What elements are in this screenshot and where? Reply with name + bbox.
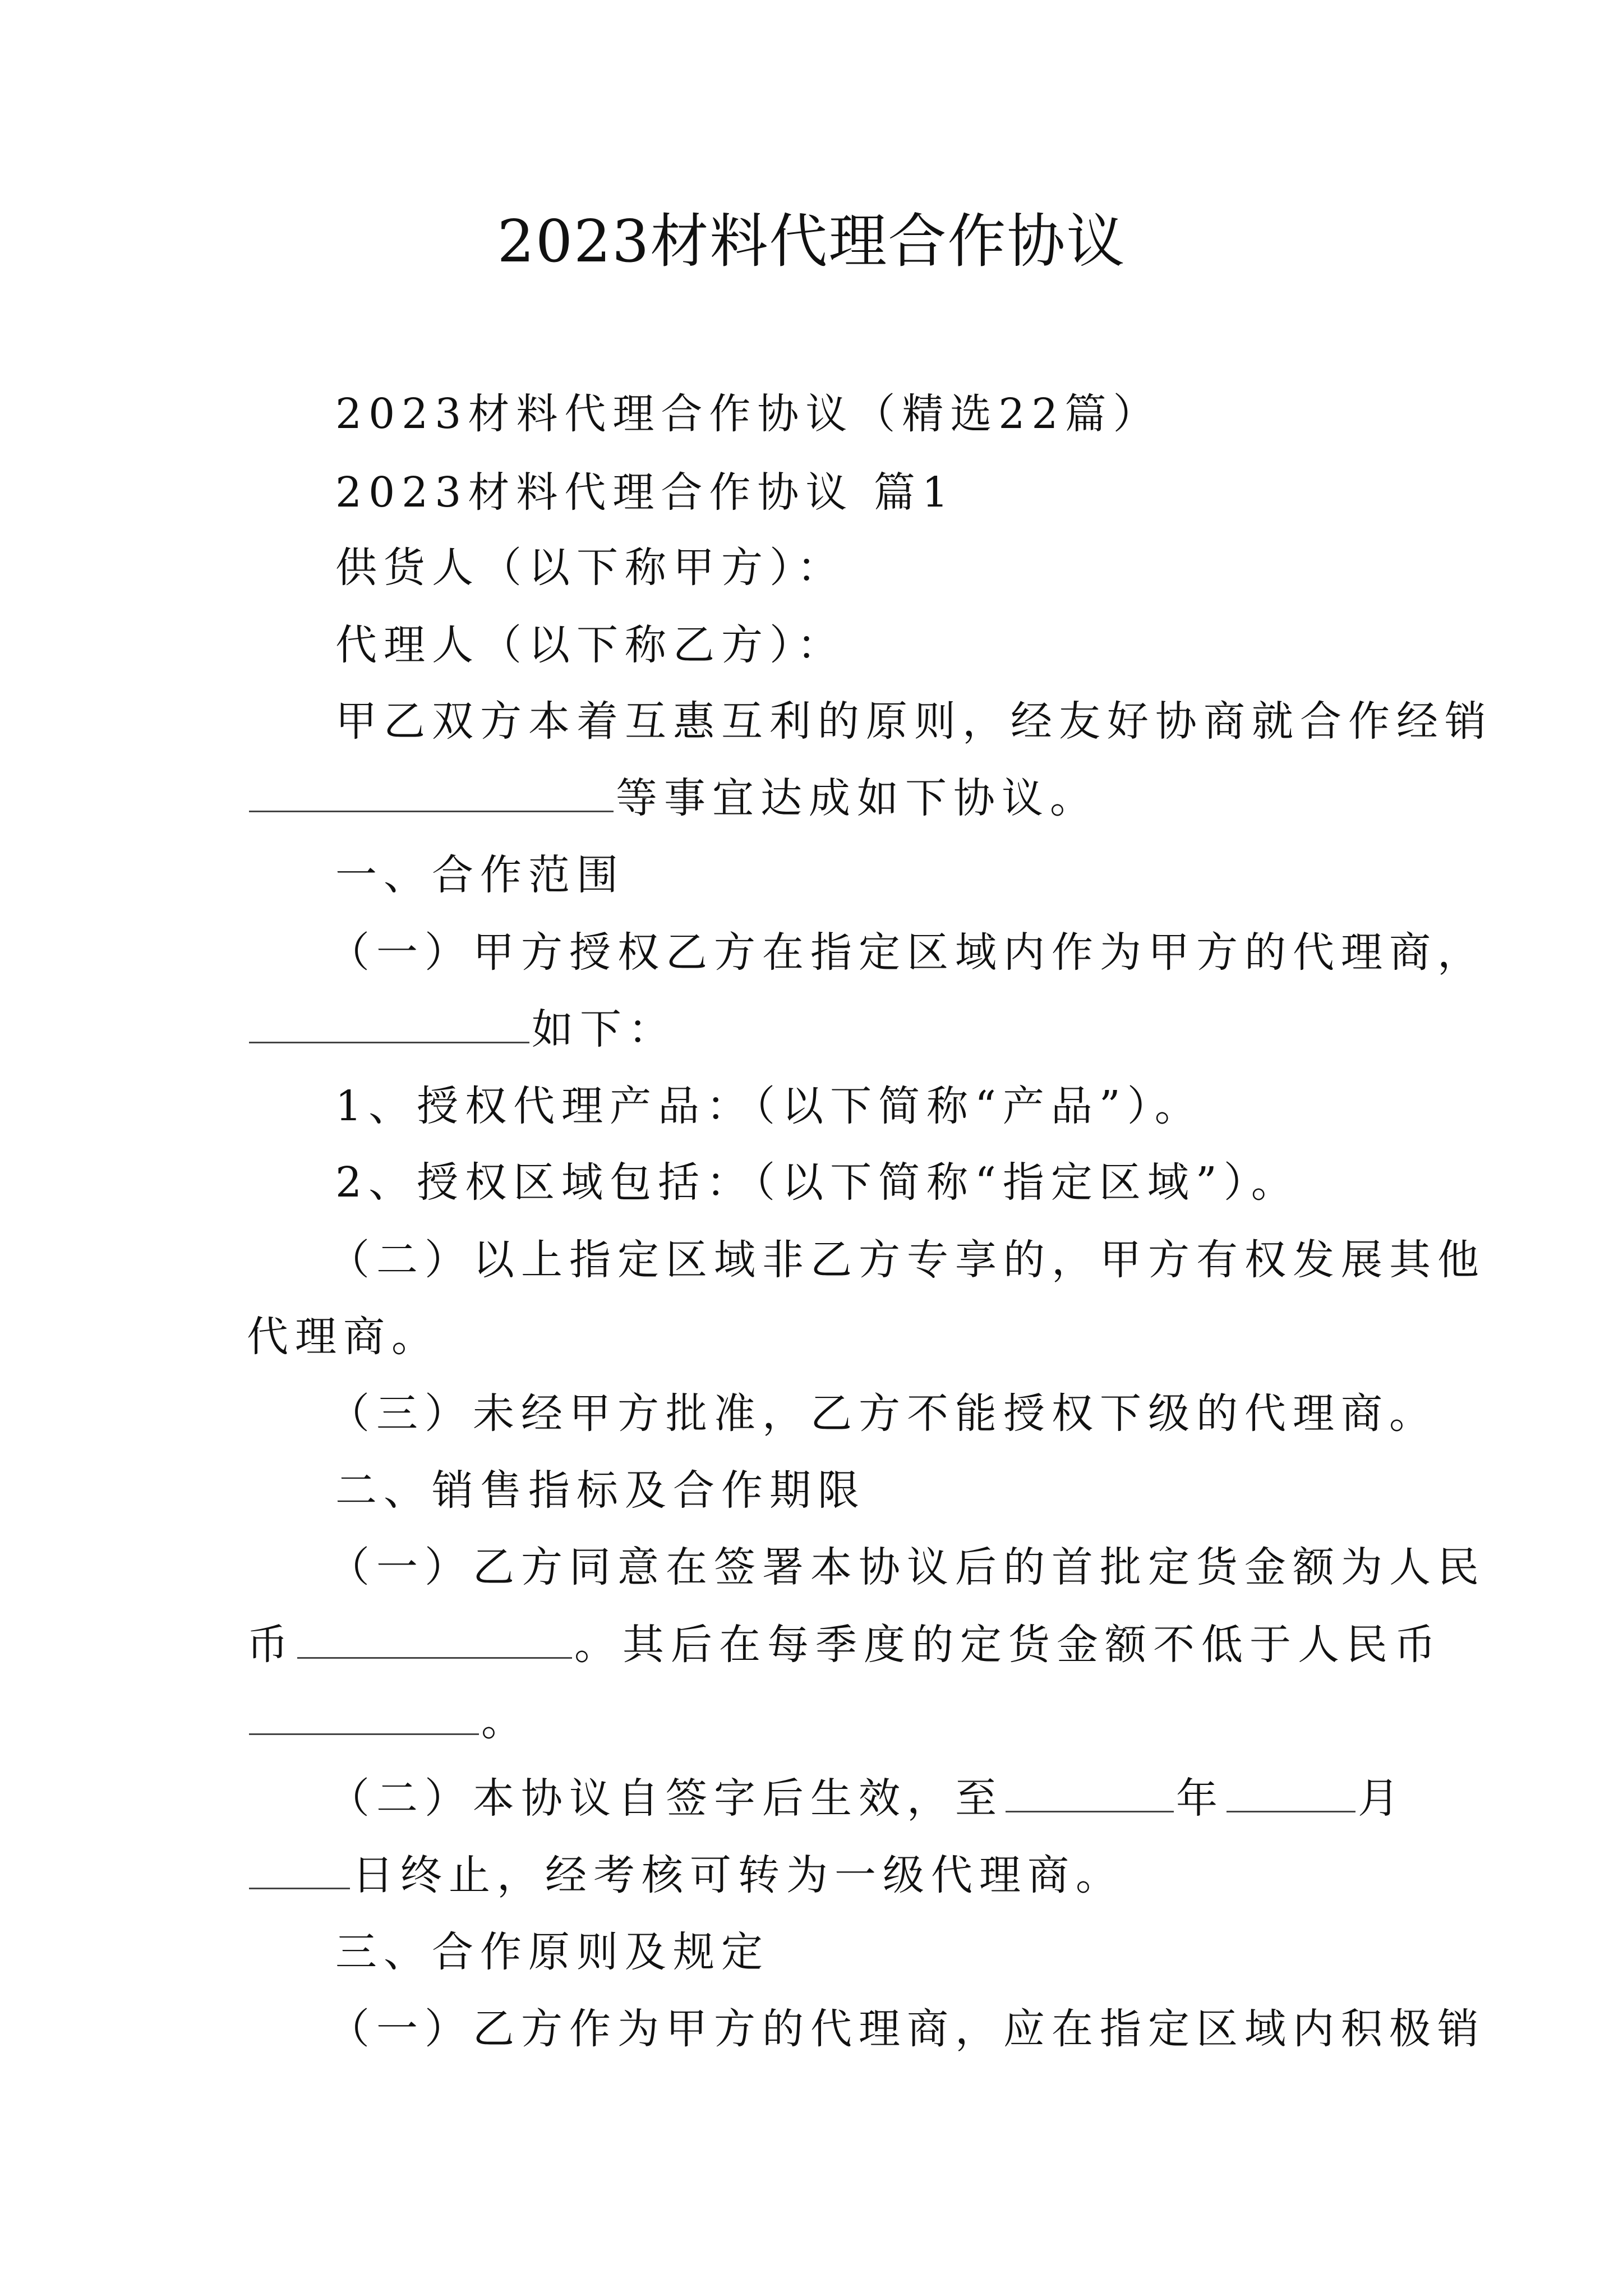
paragraph-line: 代理商。 bbox=[247, 1313, 440, 1361]
paragraph-line bbox=[247, 770, 1098, 826]
clause-heading: 一、合作范围 bbox=[335, 851, 625, 899]
paragraph-text: 日终止，经考核可转为一级代理商。 bbox=[352, 1851, 1124, 1899]
fill-in-blank[interactable] bbox=[297, 1620, 572, 1659]
paragraph-line bbox=[328, 1770, 1406, 1826]
fill-in-blank[interactable] bbox=[249, 1005, 529, 1043]
paragraph-line: （二）以上指定区域非乙方专享的，甲方有权发展其他 bbox=[328, 1236, 1486, 1284]
paragraph-line: （三）未经甲方批准，乙方不能授权下级的代理商。 bbox=[328, 1389, 1437, 1438]
paragraph-line bbox=[247, 1847, 1124, 1903]
paragraph-line bbox=[247, 1617, 1442, 1673]
paragraph-text: 币 bbox=[247, 1621, 295, 1669]
paragraph-text: 。其后在每季度的定货金额不低于人民币 bbox=[574, 1621, 1442, 1669]
paragraph-line bbox=[247, 1693, 529, 1749]
supplier-line: 供货人（以下称甲方）： bbox=[335, 544, 845, 592]
clause-heading: 三、合作原则及规定 bbox=[335, 1928, 769, 1976]
paragraph-line: 1、授权代理产品：（以下简称“产品”）。 bbox=[335, 1082, 1203, 1130]
subtitle-line: 2023材料代理合作协议（精选22篇） bbox=[335, 390, 1161, 438]
paragraph-text: 月 bbox=[1358, 1774, 1406, 1823]
paragraph-text: 如下： bbox=[532, 1005, 676, 1053]
paragraph-text: 。 bbox=[481, 1697, 529, 1745]
fill-in-blank[interactable] bbox=[249, 1851, 350, 1889]
paragraph-line: （一）乙方同意在签署本协议后的首批定货金额为人民 bbox=[328, 1543, 1486, 1591]
paragraph-line: 甲乙双方本着互惠互利的原则，经友好协商就合作经销 bbox=[335, 697, 1493, 746]
paragraph-line bbox=[247, 1001, 676, 1057]
agent-line: 代理人（以下称乙方）： bbox=[335, 621, 845, 669]
paragraph-line: 2、授权区域包括：（以下简称“指定区域”）。 bbox=[335, 1158, 1299, 1207]
section-heading: 2023材料代理合作协议 篇1 bbox=[335, 468, 955, 517]
fill-in-blank[interactable] bbox=[249, 1696, 479, 1735]
clause-heading: 二、销售指标及合作期限 bbox=[335, 1466, 866, 1515]
paragraph-text: 等事宜达成如下协议。 bbox=[616, 774, 1098, 822]
fill-in-blank[interactable] bbox=[1006, 1774, 1174, 1812]
fill-in-blank[interactable] bbox=[1227, 1774, 1355, 1812]
paragraph-text: 年 bbox=[1176, 1774, 1224, 1823]
document-title: 2023材料代理合作协议 bbox=[497, 207, 1126, 275]
fill-in-blank[interactable] bbox=[249, 774, 614, 812]
paragraph-line: （一）乙方作为甲方的代理商，应在指定区域内积极销 bbox=[328, 2005, 1486, 2053]
paragraph-text: （二）本协议自签字后生效，至 bbox=[328, 1774, 1003, 1823]
paragraph-line: （一）甲方授权乙方在指定区域内作为甲方的代理商， bbox=[328, 928, 1486, 977]
